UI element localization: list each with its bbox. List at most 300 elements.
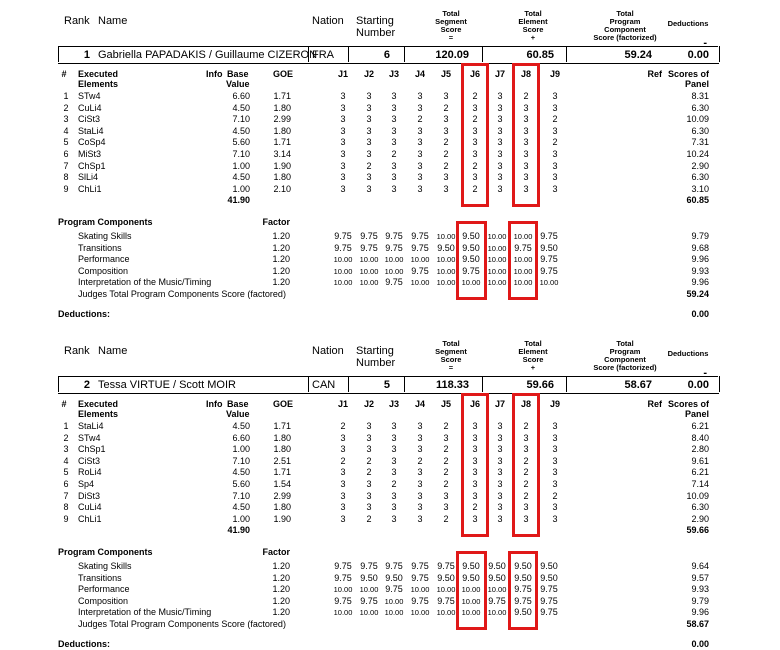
- goe-value: 1.80: [273, 432, 291, 443]
- judge-header-5: J5: [440, 69, 451, 79]
- element-code: CuLi4: [78, 502, 102, 513]
- element-number: 8: [63, 172, 69, 183]
- judge-6-goe: 3: [472, 125, 478, 136]
- info-label: Info: [206, 399, 223, 409]
- tss-label: Score: [440, 355, 462, 364]
- judge-2-mark: 10.00: [359, 266, 379, 276]
- judge-8-mark: 10.00: [513, 232, 533, 241]
- deductions-bottom-value: 0.00: [691, 309, 709, 319]
- component-factor: 1.20: [272, 572, 290, 583]
- judge-4-goe: 3: [417, 172, 423, 183]
- judge-4-mark: 9.75: [411, 572, 429, 583]
- executed-label: Executed: [78, 69, 119, 79]
- judge-7-mark: 10.00: [487, 255, 507, 265]
- base-value: 1.00: [232, 183, 250, 194]
- element-score: 8.31: [691, 91, 709, 101]
- judge-7-goe: 3: [497, 102, 503, 113]
- element-number: 4: [63, 125, 69, 136]
- goe-value: 1.54: [273, 479, 291, 489]
- hash-label: #: [61, 69, 67, 79]
- judge-5-goe: 3: [443, 125, 449, 136]
- divider: [308, 376, 309, 392]
- element-number: 7: [63, 490, 69, 501]
- judge-1-goe: 3: [340, 467, 346, 478]
- tpc-label: Total: [616, 339, 634, 348]
- component-name: Transitions: [78, 242, 122, 253]
- judge-7-goe: 3: [497, 455, 503, 466]
- judge-6-goe: 2: [472, 183, 478, 194]
- goe-value: 1.80: [273, 125, 291, 136]
- element-number: 9: [63, 183, 69, 194]
- highlight-box: [456, 551, 487, 630]
- highlight-box: [461, 393, 489, 537]
- judge-3-mark: 10.00: [384, 608, 404, 618]
- judge-6-goe: 3: [472, 444, 478, 455]
- judge-1-mark: 10.00: [333, 255, 353, 265]
- judge-3-goe: 3: [391, 502, 397, 513]
- component-factor: 1.20: [272, 584, 290, 595]
- judge-3-goe: 3: [391, 444, 397, 455]
- judge-8-goe: 3: [523, 513, 529, 524]
- judge-2-goe: 3: [366, 91, 372, 101]
- judge-header-3: J3: [388, 399, 399, 409]
- judge-1-goe: 3: [340, 149, 346, 159]
- judge-5-mark: 10.00: [436, 585, 456, 595]
- nation-value: FRA: [312, 49, 334, 61]
- judge-5-mark: 9.75: [437, 561, 455, 571]
- judge-6-mark: 9.75: [462, 265, 480, 276]
- judge-2-mark: 9.50: [360, 572, 378, 583]
- tes-label: Total: [524, 9, 542, 18]
- judge-3-goe: 2: [391, 479, 397, 489]
- ref-label: Ref: [647, 399, 662, 409]
- judge-9-goe: 3: [552, 479, 558, 489]
- tes-label: Element: [518, 17, 548, 26]
- highlight-box: [508, 551, 538, 630]
- judge-1-goe: 2: [340, 421, 346, 431]
- judge-8-goe: 3: [523, 114, 529, 125]
- judge-7-mark: 10.00: [487, 232, 507, 241]
- judge-7-mark: 9.75: [488, 595, 506, 606]
- judge-5-goe: 2: [443, 444, 449, 455]
- judge-9-goe: 3: [552, 432, 558, 443]
- judge-6-goe: 3: [472, 467, 478, 478]
- panel-label: Panel: [684, 409, 709, 419]
- judge-9-goe: 3: [552, 455, 558, 466]
- judge-7-mark: 10.00: [487, 278, 507, 288]
- component-name: Composition: [78, 595, 129, 606]
- highlight-box: [508, 221, 538, 300]
- judge-4-goe: 3: [417, 125, 423, 136]
- judge-4-goe: 3: [417, 479, 423, 489]
- judge-4-goe: 3: [417, 432, 423, 443]
- judge-3-goe: 3: [391, 490, 397, 501]
- element-score: 2.90: [691, 160, 709, 171]
- deductions-minus: -: [703, 37, 707, 49]
- judge-5-goe: 3: [443, 183, 449, 194]
- deductions-bottom-value: 0.00: [691, 639, 709, 649]
- judge-1-goe: 3: [340, 479, 346, 489]
- executed-label: Executed: [78, 399, 119, 409]
- judge-header-6: J6: [469, 399, 480, 409]
- element-number: 2: [63, 102, 69, 113]
- judge-5-goe: 2: [443, 160, 449, 171]
- element-number: 4: [63, 455, 69, 466]
- judge-9-goe: 3: [552, 421, 558, 431]
- judge-3-goe: 3: [391, 172, 397, 183]
- judge-header-7: J7: [494, 399, 505, 409]
- judge-header-1: J1: [337, 69, 348, 79]
- base-label: Base: [227, 69, 249, 79]
- judge-2-goe: 3: [366, 102, 372, 113]
- base-value: 7.10: [232, 490, 250, 501]
- goe-value: 2.99: [273, 114, 291, 125]
- judge-9-goe: 3: [552, 102, 558, 113]
- element-score: 6.21: [691, 467, 709, 478]
- judge-4-mark: 9.75: [411, 242, 429, 253]
- elements-label: Elements: [78, 409, 119, 419]
- judge-7-goe: 3: [497, 149, 503, 159]
- judge-5-goe: 3: [443, 502, 449, 513]
- judge-3-goe: 2: [391, 149, 397, 159]
- judge-4-goe: 3: [417, 421, 423, 431]
- judge-1-goe: 2: [340, 455, 346, 466]
- component-score: 9.68: [691, 242, 709, 253]
- judge-5-mark: 9.50: [437, 572, 455, 583]
- judge-8-goe: 2: [523, 421, 529, 431]
- element-code: MiSt3: [78, 149, 102, 159]
- base-value: 5.60: [232, 137, 250, 148]
- component-name: Skating Skills: [78, 561, 132, 571]
- judge-8-goe: 3: [523, 502, 529, 513]
- goe-value: 2.99: [273, 490, 291, 501]
- starting-label: Starting: [356, 15, 394, 27]
- judge-3-mark: 9.50: [385, 572, 403, 583]
- judge-5-mark: 10.00: [436, 608, 456, 618]
- element-score: 6.30: [691, 172, 709, 183]
- goe-value: 2.10: [273, 183, 291, 194]
- component-name: Interpretation of the Music/Timing: [78, 607, 212, 618]
- judge-4-mark: 10.00: [410, 278, 430, 288]
- judge-9-mark: 9.50: [540, 572, 558, 583]
- element-score: 2.90: [691, 513, 709, 524]
- element-code: ChLi1: [78, 183, 102, 194]
- element-number: 6: [63, 149, 69, 159]
- judge-1-goe: 3: [340, 183, 346, 194]
- judge-9-goe: 2: [552, 137, 558, 148]
- divider: [482, 46, 483, 62]
- judge-6-goe: 2: [472, 91, 478, 101]
- tss-label: =: [448, 363, 454, 372]
- judge-header-8: J8: [520, 399, 531, 409]
- judge-8-mark: 10.00: [513, 266, 533, 276]
- judge-5-mark: 10.00: [436, 255, 456, 265]
- tes-total: 60.85: [686, 195, 709, 206]
- divider: [58, 46, 59, 62]
- tes-label: Score: [522, 355, 544, 364]
- divider: [719, 46, 720, 62]
- judge-6-goe: 3: [472, 455, 478, 466]
- program-components-label: Program Components: [58, 217, 153, 227]
- element-code: StaLi4: [78, 421, 104, 431]
- element-number: 3: [63, 444, 69, 455]
- judge-3-goe: 3: [391, 102, 397, 113]
- base-value: 6.60: [232, 432, 250, 443]
- judge-7-goe: 3: [497, 421, 503, 431]
- judge-3-goe: 3: [391, 183, 397, 194]
- judge-5-goe: 3: [443, 490, 449, 501]
- judge-9-goe: 3: [552, 183, 558, 194]
- judge-2-goe: 3: [366, 502, 372, 513]
- element-score: 3.10: [691, 183, 709, 194]
- tss-label: Segment: [435, 17, 467, 26]
- judge-2-goe: 3: [366, 444, 372, 455]
- component-score: 9.96: [691, 607, 709, 618]
- goe-value: 1.71: [273, 91, 291, 101]
- judge-2-goe: 2: [366, 455, 372, 466]
- judge-header-4: J4: [414, 69, 425, 79]
- judge-4-goe: 3: [417, 490, 423, 501]
- rank-label: Rank: [64, 345, 90, 357]
- start-number: 5: [383, 379, 390, 391]
- element-score: 8.40: [691, 432, 709, 443]
- element-code: DiSt3: [78, 490, 101, 501]
- element-number: 2: [63, 432, 69, 443]
- tpc-label: Score (factorized): [593, 363, 657, 372]
- judge-8-goe: 3: [523, 102, 529, 113]
- judge-8-mark: 10.00: [513, 255, 533, 265]
- judge-2-goe: 2: [366, 467, 372, 478]
- highlight-box: [512, 393, 540, 537]
- judge-9-mark: 9.75: [540, 231, 558, 241]
- judge-8-mark: 9.75: [514, 584, 532, 595]
- tes-label: Total: [524, 339, 542, 348]
- judge-3-goe: 3: [391, 125, 397, 136]
- goe-value: 1.80: [273, 102, 291, 113]
- judge-6-goe: 3: [472, 432, 478, 443]
- judge-header-2: J2: [363, 69, 374, 79]
- judge-3-goe: 3: [391, 160, 397, 171]
- tes-label: +: [530, 363, 536, 372]
- element-number: 1: [63, 421, 69, 431]
- element-number: 8: [63, 502, 69, 513]
- judge-8-goe: 2: [523, 490, 529, 501]
- judge-9-mark: 9.75: [540, 607, 558, 618]
- goe-value: 1.71: [273, 421, 291, 431]
- element-code: ChSp1: [78, 444, 106, 455]
- judge-9-mark: 10.00: [539, 278, 559, 288]
- judge-header-5: J5: [440, 399, 451, 409]
- judges-total-label: Judges Total Program Components Score (factored): [78, 619, 286, 629]
- judge-7-mark: 10.00: [487, 585, 507, 595]
- element-number: 7: [63, 160, 69, 171]
- judge-1-goe: 3: [340, 91, 346, 101]
- element-score: 6.30: [691, 102, 709, 113]
- judge-4-mark: 9.75: [411, 595, 429, 606]
- judge-9-goe: 3: [552, 149, 558, 159]
- factor-label: Factor: [262, 547, 290, 557]
- highlight-box: [512, 63, 540, 207]
- judge-5-goe: 2: [443, 513, 449, 524]
- judge-8-goe: 2: [523, 91, 529, 101]
- judge-1-mark: 9.75: [334, 231, 352, 241]
- divider: [348, 376, 349, 392]
- element-code: CoSp4: [78, 137, 106, 148]
- goe-value: 1.71: [273, 467, 291, 478]
- element-code: StaLi4: [78, 125, 104, 136]
- judge-9-mark: 9.75: [540, 584, 558, 595]
- judge-9-goe: 3: [552, 91, 558, 101]
- component-name: Performance: [78, 584, 130, 595]
- name-label: Name: [98, 345, 128, 357]
- judge-5-goe: 2: [443, 421, 449, 431]
- panel-label: Panel: [684, 79, 709, 89]
- judge-9-mark: 9.50: [540, 561, 558, 571]
- goe-value: 1.90: [273, 160, 291, 171]
- judge-2-mark: 10.00: [359, 255, 379, 265]
- rank-label: Rank: [64, 15, 90, 27]
- judge-8-goe: 3: [523, 444, 529, 455]
- judge-header-4: J4: [414, 399, 425, 409]
- judge-1-mark: 9.75: [334, 242, 352, 253]
- judge-3-mark: 10.00: [384, 266, 404, 276]
- judge-1-goe: 3: [340, 137, 346, 148]
- starting-label: Starting: [356, 345, 394, 357]
- element-score: 7.14: [691, 479, 709, 489]
- judge-2-goe: 2: [366, 160, 372, 171]
- divider: [58, 376, 59, 392]
- element-code: Sp4: [78, 479, 95, 489]
- skater-name: Gabriella PAPADAKIS / Guillaume CIZERON: [98, 49, 318, 61]
- number-label: Number: [356, 27, 396, 39]
- judge-7-mark: 9.50: [488, 561, 506, 571]
- judge-8-goe: 3: [523, 172, 529, 183]
- judge-6-goe: 3: [472, 149, 478, 159]
- judge-7-mark: 10.00: [487, 608, 507, 618]
- judge-2-mark: 9.75: [360, 561, 378, 571]
- judge-7-goe: 3: [497, 479, 503, 489]
- judge-7-goe: 3: [497, 172, 503, 183]
- element-code: CuLi4: [78, 102, 102, 113]
- judge-7-mark: 10.00: [487, 266, 507, 276]
- tpc-value: 59.24: [624, 49, 652, 61]
- judge-5-goe: 2: [443, 137, 449, 148]
- start-number: 6: [383, 49, 390, 61]
- judge-6-goe: 3: [472, 172, 478, 183]
- judge-3-goe: 3: [391, 421, 397, 431]
- judge-2-goe: 3: [366, 172, 372, 183]
- judge-8-goe: 3: [523, 160, 529, 171]
- tss-label: Segment: [435, 347, 467, 356]
- tpc-label: Program: [609, 347, 641, 356]
- goe-value: 1.71: [273, 137, 291, 148]
- tpc-label: Component: [604, 25, 646, 34]
- element-score: 7.31: [691, 137, 709, 148]
- element-code: SlLi4: [78, 172, 99, 183]
- judge-5-goe: 3: [443, 172, 449, 183]
- base-value: 7.10: [232, 149, 250, 159]
- divider: [58, 63, 719, 64]
- judge-header-2: J2: [363, 399, 374, 409]
- element-number: 5: [63, 467, 69, 478]
- element-code: STw4: [78, 91, 101, 101]
- component-factor: 1.20: [272, 242, 290, 253]
- judge-8-goe: 3: [523, 149, 529, 159]
- tes-label: Score: [522, 25, 544, 34]
- tes-total: 59.66: [686, 525, 709, 536]
- judge-7-mark: 9.50: [488, 572, 506, 583]
- judge-6-mark: 9.50: [462, 572, 480, 583]
- judge-1-mark: 9.75: [334, 572, 352, 583]
- judge-7-goe: 3: [497, 490, 503, 501]
- judge-8-goe: 2: [523, 467, 529, 478]
- nation-label: Nation: [312, 345, 344, 357]
- judge-2-goe: 3: [366, 432, 372, 443]
- judge-1-goe: 3: [340, 513, 346, 524]
- divider: [404, 46, 405, 62]
- judge-7-goe: 3: [497, 513, 503, 524]
- judge-3-mark: 9.75: [385, 242, 403, 253]
- element-number: 5: [63, 137, 69, 148]
- judge-9-mark: 9.75: [540, 595, 558, 606]
- judge-4-goe: 3: [417, 102, 423, 113]
- judge-3-goe: 3: [391, 467, 397, 478]
- component-score: 9.79: [691, 231, 709, 241]
- base-value-total: 41.90: [227, 525, 250, 536]
- element-number: 9: [63, 513, 69, 524]
- judge-2-goe: 3: [366, 149, 372, 159]
- base-value: 5.60: [232, 479, 250, 489]
- judge-8-mark: 9.75: [514, 242, 532, 253]
- deductions-bottom-label: Deductions:: [58, 309, 111, 319]
- element-code: ChSp1: [78, 160, 106, 171]
- base-value: 1.00: [232, 160, 250, 171]
- judge-6-mark: 9.50: [462, 561, 480, 571]
- program-components-label: Program Components: [58, 547, 153, 557]
- component-score: 9.93: [691, 584, 709, 595]
- tes-value: 59.66: [526, 379, 554, 391]
- deductions-minus: -: [703, 367, 707, 379]
- judge-2-goe: 3: [366, 183, 372, 194]
- judge-4-mark: 10.00: [410, 608, 430, 618]
- deductions-label: Deductions: [667, 349, 709, 358]
- judge-9-goe: 3: [552, 172, 558, 183]
- judge-8-mark: 9.50: [514, 607, 532, 618]
- judge-4-mark: 9.75: [411, 561, 429, 571]
- base-value: 4.50: [232, 467, 250, 478]
- tss-value: 120.09: [435, 49, 469, 61]
- base-value: 4.50: [232, 172, 250, 183]
- component-score: 9.96: [691, 254, 709, 265]
- judge-3-mark: 9.75: [385, 277, 403, 288]
- judge-2-goe: 3: [366, 479, 372, 489]
- divider: [566, 46, 567, 62]
- judge-6-goe: 3: [472, 513, 478, 524]
- judge-2-goe: 3: [366, 114, 372, 125]
- element-code: CiSt3: [78, 114, 101, 125]
- judge-6-mark: 10.00: [461, 596, 481, 606]
- judge-4-goe: 3: [417, 513, 423, 524]
- judge-3-mark: 9.75: [385, 561, 403, 571]
- judge-5-goe: 3: [443, 114, 449, 125]
- judge-header-9: J9: [549, 399, 560, 409]
- judge-4-goe: 3: [417, 91, 423, 101]
- value-label: Value: [226, 79, 250, 89]
- tpc-label: Score (factorized): [593, 33, 657, 42]
- scores-of-label: Scores of: [667, 69, 709, 79]
- judge-7-goe: 3: [497, 467, 503, 478]
- element-score: 9.61: [691, 455, 709, 466]
